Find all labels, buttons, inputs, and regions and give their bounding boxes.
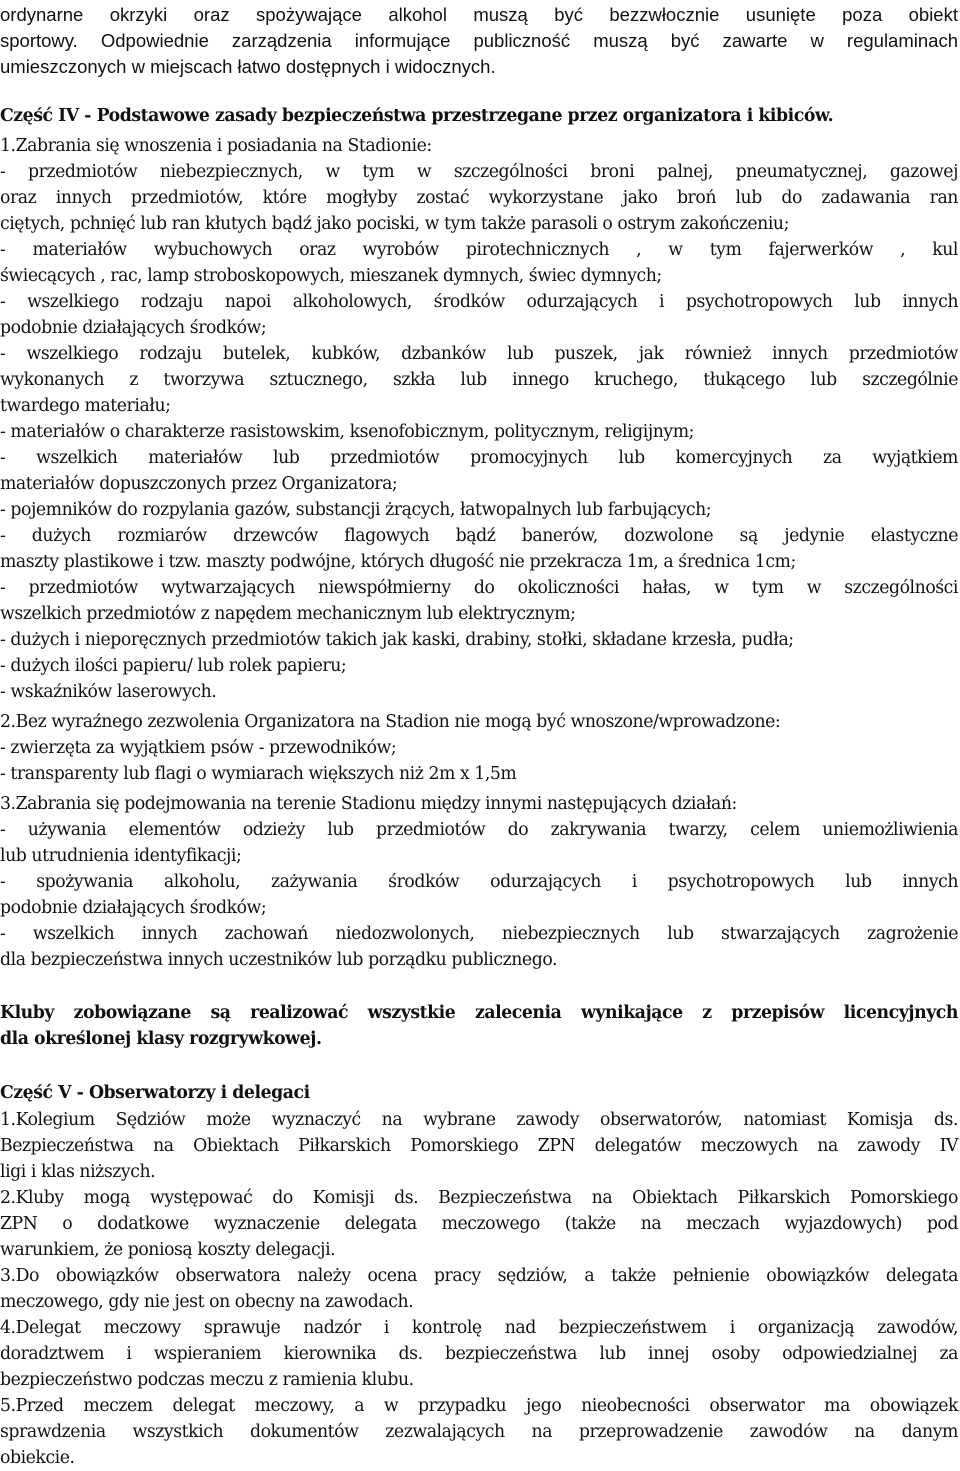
list-item: ciętych, pchnięć lub ran kłutych bądź jako pociski, w tym także parasoli o ostrym zakończeniu; (0, 214, 789, 234)
intro-line: ordynarne okrzyki oraz spożywające alkohol muszą być bezzwłocznie usunięte poza obiekt (0, 4, 958, 25)
list-item: - zwierzęta za wyjątkiem psów - przewodników; (0, 738, 397, 758)
part-v-item-5: 5.Przed meczem delegat meczowy, a w przypadku jego nieobecności obserwator ma obowiązek sprawdzenia wszystkich dokumentów zezwalających na przeprowadzenie zawodów na danym obiekcie. (0, 1396, 958, 1468)
intro-paragraph (0, 2, 958, 80)
list-item: - transparenty lub flagi o wymiarach większych niż 2m x 1,5m (0, 764, 517, 784)
item-title: 2.Bez wyraźnego zezwolenia Organizatora na Stadion nie mogą być wnoszone/wprowadzone: (0, 712, 781, 732)
list-item: - wszelkiego rodzaju napoi alkoholowych, środków odurzających i psychotropowych lub innych (0, 292, 958, 312)
list-item: - dużych i nieporęcznych przedmiotów takich jak kaski, drabiny, stołki, składane krzesła, pudła; (0, 630, 794, 650)
part-iv-heading: Część IV - Podstawowe zasady bezpieczeństwa przestrzegane przez organizatora i kibiców. (0, 106, 834, 126)
part-v-heading: Część V - Obserwatorzy i delegaci (0, 1083, 310, 1103)
part-v-item-2: 2.Kluby mogą występować do Komisji ds. Bezpieczeństwa na Obiektach Piłkarskich Pomorskiego ZPN o dodatkowe wyznaczenie delegata meczowego (także na meczach wyjazdowych) pod warunkiem, że poniosą koszty delegacji. (0, 1188, 958, 1260)
intro-line: sportowy. Odpowiednie zarządzenia informujące publiczność muszą być zawarte w regulaminach (0, 30, 958, 51)
list-item: dla bezpieczeństwa innych uczestników lub porządku publicznego. (0, 950, 558, 970)
list-item: - materiałów o charakterze rasistowskim, ksenofobicznym, politycznym, religijnym; (0, 422, 695, 442)
list-item: - wszelkich materiałów lub przedmiotów promocyjnych lub komercyjnych za wyjątkiem (0, 448, 958, 468)
part-iv-item-3 (0, 791, 958, 973)
list-item: - materiałów wybuchowych oraz wyrobów pirotechnicznych , w tym fajerwerków , kul (0, 240, 958, 260)
part-v-item-3: 3.Do obowiązków obserwatora należy ocena pracy sędziów, a także pełnienie obowiązków delegata meczowego, gdy nie jest on obecny na zawodach. (0, 1266, 958, 1312)
list-item: wszelkich przedmiotów z napędem mechanicznym lub elektrycznym; (0, 604, 576, 624)
part-v-item-4: 4.Delegat meczowy sprawuje nadzór i kontrolę nad bezpieczeństwem i organizacją zawodów, doradztwem i wspieraniem kierownika ds. bezpieczeństwa lub innej osoby odpowiedzialnej za bezpieczeństwo podczas meczu z ramienia klubu. (0, 1318, 958, 1390)
list-item: - wszelkiego rodzaju butelek, kubków, dzbanków lub puszek, jak również innych przedmiotów (0, 344, 958, 364)
list-item: - wszelkich innych zachowań niedozwolonych, niebezpiecznych lub stwarzających zagrożenie (0, 924, 958, 944)
item-title: 3.Zabrania się podejmowania na terenie Stadionu między innymi następujących działań: (0, 794, 737, 814)
item-title: 1.Zabrania się wnoszenia i posiadania na Stadionie: (0, 136, 432, 156)
part-iv-item-2 (0, 709, 958, 787)
list-item: - przedmiotów niebezpiecznych, w tym w szczególności broni palnej, pneumatycznej, gazowej (0, 162, 958, 182)
list-item: - spożywania alkoholu, zażywania środków odurzających i psychotropowych lub innych (0, 872, 958, 892)
list-item: wykonanych z tworzywa sztucznego, szkła lub innego kruchego, tłukącego lub szczególnie (0, 370, 958, 390)
list-item: - wskaźników laserowych. (0, 682, 217, 702)
part-v-item-1: 1.Kolegium Sędziów może wyznaczyć na wybrane zawody obserwatorów, natomiast Komisja ds. Bezpieczeństwa na Obiektach Piłkarskich Pomorskiego ZPN delegatów meczowych na zawody IV ligi i klas niższych. (0, 1110, 958, 1182)
part-v-items (0, 1107, 958, 1471)
intro-line: umieszczonych w miejscach łatwo dostępnych i widocznych. (0, 56, 496, 77)
list-item: maszty plastikowe i tzw. maszty podwójne, których długość nie przekracza 1m, a średnica 1cm; (0, 552, 796, 572)
list-item: - dużych rozmiarów drzewców flagowych bądź banerów, dozwolone są jedynie elastyczne (0, 526, 958, 546)
list-item: podobnie działających środków; (0, 318, 267, 338)
part-iv-item-1 (0, 133, 958, 705)
list-item: - przedmiotów wytwarzających niewspółmierny do okoliczności hałas, w tym w szczególności (0, 578, 958, 598)
list-item: świecących , rac, lamp stroboskopowych, mieszanek dymnych, świec dymnych; (0, 266, 662, 286)
list-item: - używania elementów odzieży lub przedmiotów do zakrywania twarzy, celem uniemożliwienia (0, 820, 958, 840)
list-item: twardego materiału; (0, 396, 171, 416)
list-item: lub utrudnienia identyfikacji; (0, 846, 242, 866)
list-item: oraz innych przedmiotów, które mogłyby zostać wykorzystane jako broń lub do zadawania ran (0, 188, 958, 208)
list-item: - pojemników do rozpylania gazów, substancji żrących, łatwopalnych lub farbujących; (0, 500, 712, 520)
list-item: podobnie działających środków; (0, 898, 267, 918)
clubs-note: Kluby zobowiązane są realizować wszystkie zalecenia wynikające z przepisów licencyjnych dla określonej klasy rozgrywkowej. (0, 1003, 958, 1049)
list-item: materiałów dopuszczonych przez Organizatora; (0, 474, 398, 494)
list-item: - dużych ilości papieru/ lub rolek papieru; (0, 656, 347, 676)
